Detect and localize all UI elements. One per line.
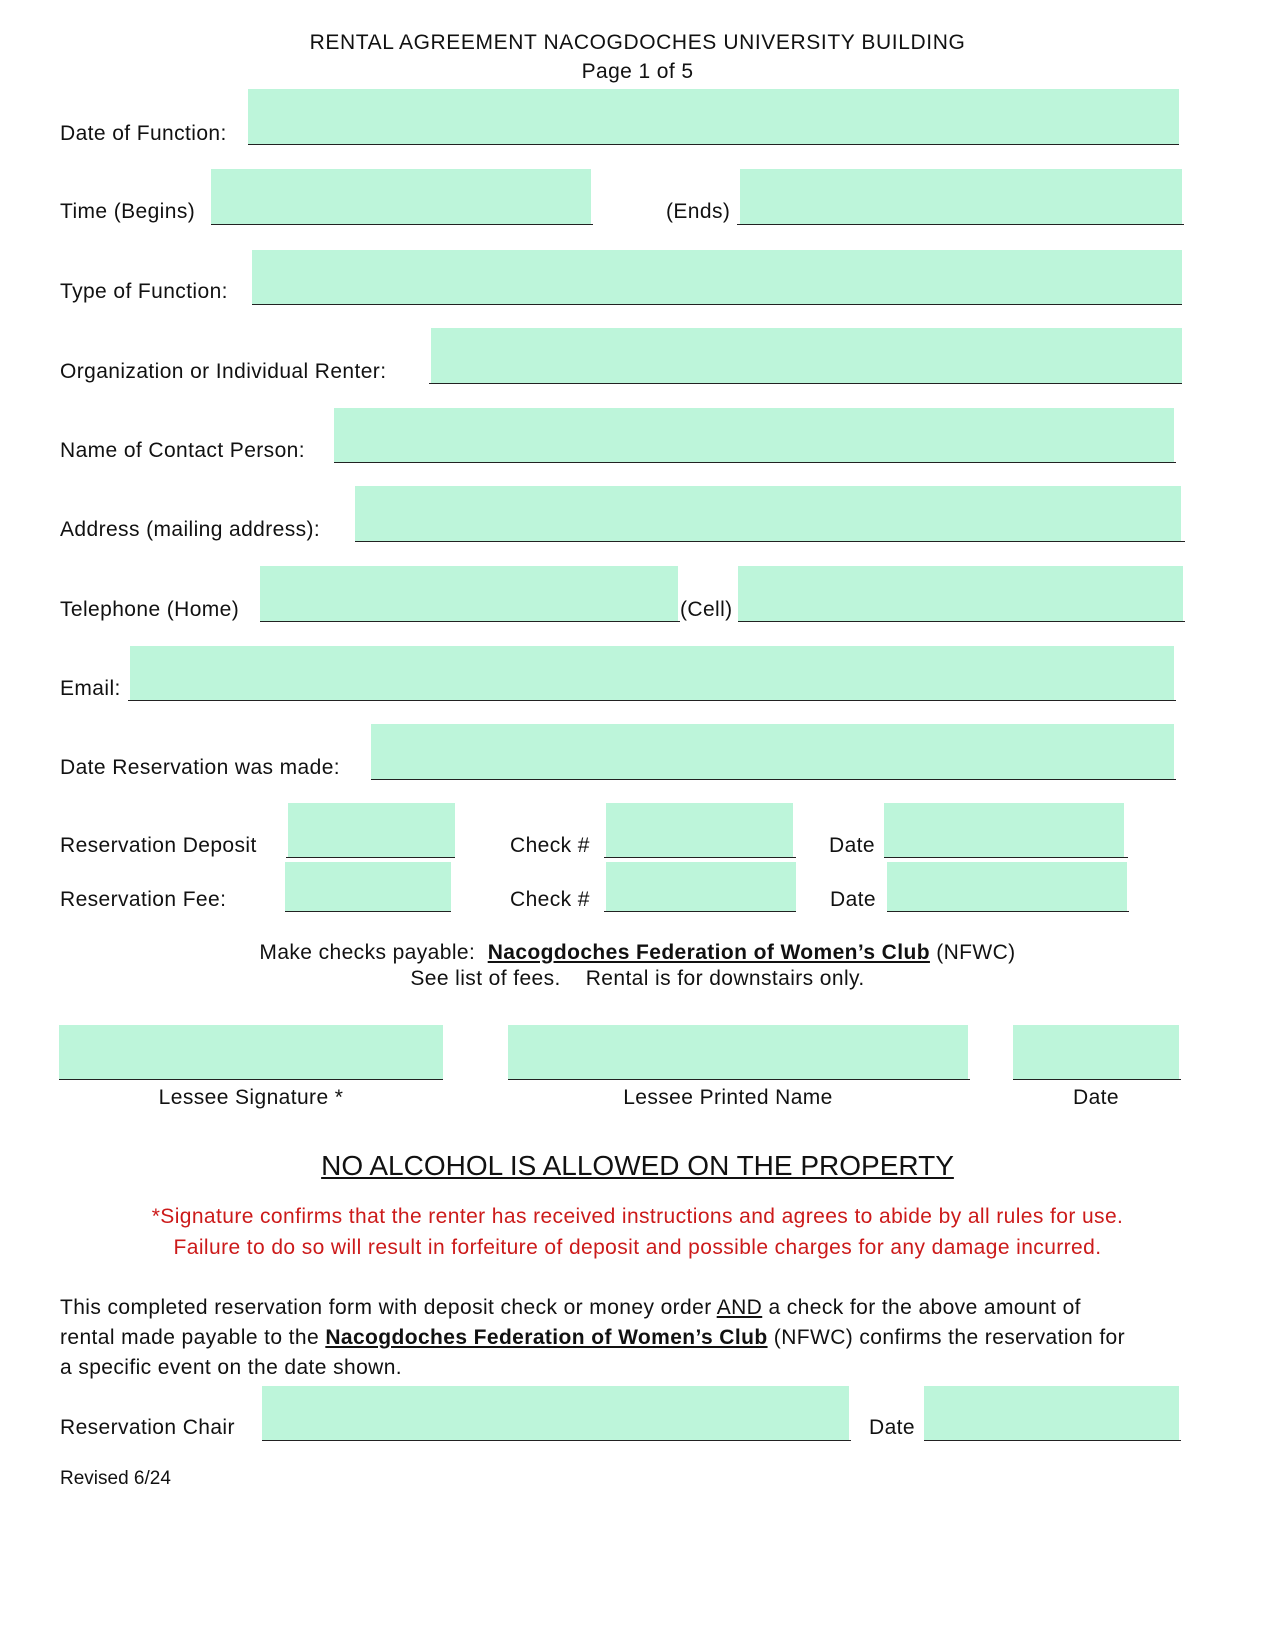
fee-date-field[interactable] <box>887 862 1127 911</box>
organization-underline <box>429 383 1182 384</box>
telephone-home-field[interactable] <box>260 566 678 621</box>
reservation-chair-date-underline <box>924 1440 1181 1441</box>
organization-field[interactable] <box>431 328 1182 383</box>
lessee-printed-name-underline <box>508 1079 970 1080</box>
warning-line-2: Failure to do so will result in forfeiture of deposit and possible charges for any damage incurred. <box>173 1236 1102 1259</box>
confirmation-l2-b: (NFWC) confirms the reservation for <box>767 1326 1126 1349</box>
deposit-date-underline <box>884 857 1128 858</box>
date-reservation-made-underline <box>371 779 1176 780</box>
reservation-chair-label: Reservation Chair <box>60 1416 235 1439</box>
revised-note: Revised 6/24 <box>60 1468 171 1489</box>
reservation-chair-date-label: Date <box>869 1416 915 1439</box>
lessee-signature-field[interactable] <box>59 1025 443 1079</box>
address-field[interactable] <box>355 486 1181 541</box>
deposit-check-label: Check # <box>510 834 590 857</box>
reservation-deposit-label: Reservation Deposit <box>60 834 257 857</box>
signature-date-underline <box>1013 1079 1181 1080</box>
type-of-function-field[interactable] <box>252 250 1182 305</box>
reservation-chair-date-field[interactable] <box>924 1386 1179 1440</box>
confirmation-line-1 <box>60 1296 1081 1320</box>
fee-check-field[interactable] <box>606 862 796 911</box>
address-underline <box>355 541 1185 542</box>
lessee-printed-name-field[interactable] <box>508 1025 968 1079</box>
contact-person-field[interactable] <box>334 408 1174 463</box>
fee-date-underline <box>887 911 1129 912</box>
page-number: Page 1 of 5 <box>581 60 694 83</box>
warning-line-1: *Signature confirms that the renter has received instructions and agrees to abide by all rules for use. <box>151 1205 1124 1228</box>
confirmation-l1-a: This completed reservation form with deposit check or money order <box>60 1296 717 1319</box>
deposit-date-field[interactable] <box>884 803 1124 857</box>
fee-check-underline <box>604 911 796 912</box>
confirmation-l1-b: a check for the above amount of <box>762 1296 1081 1319</box>
payable-suffix: (NFWC) <box>936 941 1016 964</box>
time-begins-field[interactable] <box>211 169 591 224</box>
document-title: RENTAL AGREEMENT NACOGDOCHES UNIVERSITY BUILDING <box>309 31 966 54</box>
deposit-check-field[interactable] <box>606 803 793 857</box>
signature-date-field[interactable] <box>1013 1025 1179 1079</box>
reservation-chair-field[interactable] <box>262 1386 849 1440</box>
date-of-function-label: Date of Function: <box>60 122 227 145</box>
confirmation-and: AND <box>716 1296 763 1319</box>
confirmation-l2-a: rental made payable to the <box>60 1326 326 1349</box>
lessee-signature-label: Lessee Signature * <box>158 1086 344 1109</box>
confirmation-line-3: a specific event on the date shown. <box>60 1356 403 1379</box>
type-of-function-underline <box>252 304 1182 305</box>
no-alcohol-notice: NO ALCOHOL IS ALLOWED ON THE PROPERTY <box>321 1150 954 1181</box>
organization-label: Organization or Individual Renter: <box>60 360 387 383</box>
telephone-home-label: Telephone (Home) <box>60 598 240 621</box>
lessee-printed-name-label: Lessee Printed Name <box>623 1086 833 1109</box>
deposit-date-label: Date <box>829 834 875 857</box>
time-ends-label: (Ends) <box>666 200 731 223</box>
date-of-function-underline <box>248 144 1179 145</box>
reservation-fee-underline <box>285 911 451 912</box>
time-ends-underline <box>737 224 1184 225</box>
telephone-cell-label: (Cell) <box>680 598 733 621</box>
deposit-check-underline <box>604 857 796 858</box>
telephone-cell-field[interactable] <box>738 566 1183 621</box>
reservation-deposit-field[interactable] <box>288 803 455 857</box>
fees-note: See list of fees. <box>410 967 561 990</box>
date-reservation-made-field[interactable] <box>371 724 1174 779</box>
payable-prefix: Make checks payable: <box>259 941 476 964</box>
downstairs-note: Rental is for downstairs only. <box>585 967 865 990</box>
date-reservation-made-label: Date Reservation was made: <box>60 756 341 779</box>
fees-note-line <box>0 967 1275 991</box>
lessee-signature-underline <box>59 1079 443 1080</box>
time-ends-field[interactable] <box>740 169 1182 224</box>
reservation-chair-underline <box>262 1440 851 1441</box>
contact-person-label: Name of Contact Person: <box>60 439 305 462</box>
time-begins-label: Time (Begins) <box>60 200 196 223</box>
email-label: Email: <box>60 677 121 700</box>
confirmation-payee: Nacogdoches Federation of Women’s Club <box>325 1326 768 1349</box>
payable-line <box>0 941 1275 965</box>
reservation-fee-label: Reservation Fee: <box>60 888 227 911</box>
telephone-cell-underline <box>738 621 1185 622</box>
reservation-deposit-underline <box>286 857 455 858</box>
address-label: Address (mailing address): <box>60 518 321 541</box>
confirmation-line-2 <box>60 1326 1125 1350</box>
telephone-home-underline <box>260 621 680 622</box>
email-underline <box>128 700 1176 701</box>
date-of-function-field[interactable] <box>248 89 1179 144</box>
reservation-fee-field[interactable] <box>285 862 451 911</box>
time-begins-underline <box>211 224 593 225</box>
type-of-function-label: Type of Function: <box>60 280 228 303</box>
fee-date-label: Date <box>830 888 876 911</box>
payable-payee: Nacogdoches Federation of Women’s Club <box>487 941 930 964</box>
email-field[interactable] <box>130 646 1174 701</box>
signature-date-label: Date <box>1073 1086 1119 1109</box>
fee-check-label: Check # <box>510 888 590 911</box>
contact-person-underline <box>334 462 1176 463</box>
